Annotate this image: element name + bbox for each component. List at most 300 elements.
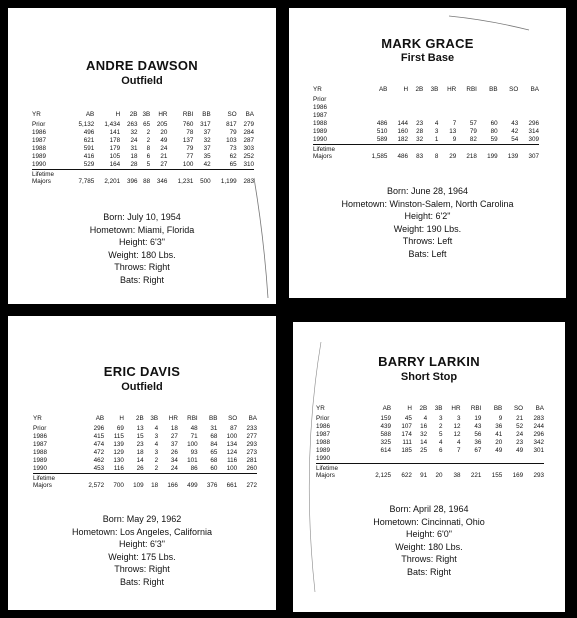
column-header: AB xyxy=(95,415,105,422)
stat-cell xyxy=(356,104,387,112)
stat-cell: 309 xyxy=(528,136,539,144)
stat-cell: 20 xyxy=(495,439,503,447)
stat-cell: 5 xyxy=(438,431,443,439)
column-header: 2B xyxy=(129,111,138,118)
stat-cell: 2 xyxy=(438,423,443,431)
stat-cell: 160 xyxy=(397,128,409,136)
stat-cell: 760 xyxy=(182,121,194,129)
stat-cell: 7 xyxy=(457,447,461,455)
bio-line: Born: July 10, 1954 xyxy=(103,212,181,222)
column-header: AB xyxy=(378,86,388,93)
stat-cell: 2 xyxy=(146,129,151,137)
stat-cell: 100 xyxy=(226,465,238,473)
stat-cell xyxy=(456,96,477,104)
stat-cell: 100 xyxy=(187,441,198,449)
stat-cell xyxy=(412,455,427,464)
bio-line: Throws: Right xyxy=(114,564,170,574)
stats-header-row xyxy=(316,406,544,415)
stat-cell: 293 xyxy=(246,441,257,449)
year-label: 1986 xyxy=(33,433,48,441)
stat-cell: 182 xyxy=(397,136,409,144)
lifetime-row xyxy=(313,145,539,154)
majors-label: Majors xyxy=(316,472,335,480)
lifetime-spacer xyxy=(217,474,237,483)
lifetime-stat: 169 xyxy=(512,472,524,480)
bio-line: Height: 6'0" xyxy=(406,529,452,539)
lifetime-spacer xyxy=(423,145,438,154)
stat-cell: 16 xyxy=(420,423,428,431)
player-position: Outfield xyxy=(121,381,163,393)
stat-cell: 310 xyxy=(243,161,254,169)
stat-cell xyxy=(477,96,498,104)
stat-cell: 43 xyxy=(474,423,482,431)
lifetime-stat: 396 xyxy=(126,178,138,186)
stat-cell: 48 xyxy=(190,425,198,433)
stat-cell: 78 xyxy=(186,129,194,137)
stats-row xyxy=(316,439,544,447)
stat-cell: 3 xyxy=(154,433,159,441)
stat-cell xyxy=(442,455,460,464)
column-header: HR xyxy=(451,405,461,412)
stat-cell: 13 xyxy=(136,425,144,433)
player-name: MARK GRACE xyxy=(381,36,474,51)
year-label: 1986 xyxy=(313,104,328,112)
bio-line: Born: May 29, 1962 xyxy=(102,514,182,524)
stat-cell xyxy=(408,112,423,120)
bio-line: Born: April 28, 1964 xyxy=(389,504,469,514)
stats-table xyxy=(33,416,257,491)
year-label: 1988 xyxy=(32,145,47,153)
lifetime-row xyxy=(316,464,544,473)
stat-cell: 32 xyxy=(203,137,211,145)
stat-cell: 178 xyxy=(109,137,121,145)
stat-cell: 317 xyxy=(200,121,211,129)
stat-cell xyxy=(356,112,387,120)
stat-cell: 116 xyxy=(227,457,238,465)
bio-line: Throws: Left xyxy=(402,236,453,246)
stat-cell: 174 xyxy=(401,431,412,439)
stat-cell: 35 xyxy=(203,153,211,161)
stat-cell xyxy=(523,455,544,464)
lifetime-row xyxy=(33,474,257,483)
stat-cell: 164 xyxy=(109,161,121,169)
majors-row xyxy=(32,179,254,187)
stat-cell: 284 xyxy=(243,129,254,137)
stat-cell: 100 xyxy=(182,161,194,169)
stat-cell: 77 xyxy=(186,153,194,161)
lifetime-spacer xyxy=(502,464,523,473)
stats-row xyxy=(33,441,257,449)
year-label: 1988 xyxy=(313,120,328,128)
bio-line: Weight: 190 Lbs. xyxy=(393,223,462,234)
year-label: 1987 xyxy=(32,137,47,145)
year-label: 1988 xyxy=(33,449,48,457)
lifetime-stat: 155 xyxy=(491,472,503,480)
player-name: ANDRE DAWSON xyxy=(86,58,198,73)
year-label: 1989 xyxy=(313,128,328,136)
stats-row xyxy=(313,128,539,136)
stat-cell: 296 xyxy=(533,431,544,439)
lifetime-spacer xyxy=(104,474,124,483)
stat-cell: 591 xyxy=(83,145,95,153)
stat-cell: 8 xyxy=(146,145,151,153)
stat-cell: 32 xyxy=(130,129,138,137)
lifetime-spacer xyxy=(498,145,519,154)
stats-table xyxy=(32,112,254,187)
stat-cell: 4 xyxy=(154,425,159,433)
stat-cell: 7 xyxy=(452,120,457,128)
lifetime-spacer xyxy=(158,474,178,483)
stat-cell: 100 xyxy=(226,433,238,441)
stat-cell xyxy=(498,96,519,104)
stats-row xyxy=(316,415,544,423)
stat-cell: 416 xyxy=(83,153,95,161)
stat-cell: 233 xyxy=(246,425,257,433)
stats-row xyxy=(32,121,254,129)
lifetime-spacer xyxy=(461,464,482,473)
stat-cell: 65 xyxy=(143,121,151,129)
stat-cell: 18 xyxy=(136,449,144,457)
stat-cell: 283 xyxy=(533,415,544,423)
stat-cell: 25 xyxy=(420,447,428,455)
bio-line: Weight: 175 Lbs. xyxy=(108,551,176,562)
lifetime-stat: 1,585 xyxy=(371,153,388,161)
stat-cell xyxy=(387,104,408,112)
lifetime-spacer xyxy=(391,464,412,473)
column-header: H xyxy=(115,111,121,118)
column-header: YR xyxy=(313,86,322,93)
column-header: AB xyxy=(382,405,392,412)
year-label: 1989 xyxy=(316,447,331,455)
stat-cell: 9 xyxy=(452,136,457,144)
bio-line: Weight: 180 Lbs. xyxy=(395,541,463,552)
year-label: 1990 xyxy=(32,161,47,169)
stat-cell: 4 xyxy=(154,441,159,449)
stat-cell: 4 xyxy=(434,120,439,128)
majors-row xyxy=(33,483,257,491)
stat-cell: 21 xyxy=(516,415,524,423)
stat-cell: 252 xyxy=(243,153,254,161)
stat-cell xyxy=(438,104,456,112)
stat-cell: 24 xyxy=(516,431,524,439)
stats-row xyxy=(316,423,544,431)
lifetime-stat: 166 xyxy=(167,482,178,490)
stat-cell: 277 xyxy=(246,433,257,441)
stat-cell: 31 xyxy=(130,145,138,153)
player-bio xyxy=(8,513,276,588)
stat-cell: 129 xyxy=(113,449,124,457)
stats-row xyxy=(316,431,544,439)
lifetime-spacer xyxy=(237,474,257,483)
column-header: HR xyxy=(168,415,178,422)
stats-row xyxy=(313,112,539,120)
stat-cell: 2 xyxy=(154,457,159,465)
stat-cell: 817 xyxy=(226,121,237,129)
stat-cell: 115 xyxy=(113,433,124,441)
stat-cell: 42 xyxy=(511,128,519,136)
year-label: 1990 xyxy=(316,455,331,463)
column-header: BB xyxy=(493,405,503,412)
stat-cell: 281 xyxy=(246,457,257,465)
stat-cell: 179 xyxy=(109,145,121,153)
year-label: 1986 xyxy=(316,423,331,431)
stat-cell: 260 xyxy=(246,465,257,473)
stats-row xyxy=(313,136,539,145)
stat-cell: 27 xyxy=(170,433,178,441)
stat-cell: 31 xyxy=(210,425,218,433)
lifetime-stat: 307 xyxy=(528,153,539,161)
stat-cell: 325 xyxy=(380,439,392,447)
year-label: 1987 xyxy=(33,441,48,449)
stat-cell: 9 xyxy=(498,415,503,423)
stat-cell: 37 xyxy=(203,145,211,153)
stats-header-row xyxy=(32,112,254,121)
stat-cell: 43 xyxy=(511,120,519,128)
bio-line: Hometown: Los Angeles, California xyxy=(71,526,213,537)
bio-line: Throws: Right xyxy=(114,262,170,272)
stat-cell: 18 xyxy=(130,153,138,161)
stats-header-row xyxy=(33,416,257,425)
stat-cell: 26 xyxy=(136,465,144,473)
stat-cell: 2 xyxy=(154,465,159,473)
column-header: RBI xyxy=(466,86,477,93)
lifetime-spacer xyxy=(137,170,150,179)
card-edge-arc xyxy=(289,8,566,38)
stat-cell: 6 xyxy=(146,153,151,161)
column-header: HR xyxy=(158,111,168,118)
lifetime-stat: 500 xyxy=(200,178,211,186)
stats-row xyxy=(32,137,254,145)
lifetime-stat: 18 xyxy=(151,482,159,490)
stat-cell: 37 xyxy=(170,441,178,449)
stat-cell: 3 xyxy=(438,415,443,423)
stat-cell: 139 xyxy=(113,441,124,449)
stat-cell: 301 xyxy=(533,447,544,455)
stat-cell: 20 xyxy=(160,129,168,137)
stat-cell: 510 xyxy=(376,128,388,136)
lifetime-stat: 218 xyxy=(466,153,477,161)
lifetime-stat: 1,199 xyxy=(220,178,237,186)
lifetime-spacer xyxy=(427,464,442,473)
stat-cell xyxy=(360,455,391,464)
majors-label: Majors xyxy=(313,153,332,161)
stat-cell: 54 xyxy=(511,136,519,144)
stats-row xyxy=(313,120,539,128)
stat-cell: 24 xyxy=(130,137,138,145)
column-header: 2B xyxy=(415,86,424,93)
card-andre-dawson xyxy=(8,8,276,304)
stat-cell: 79 xyxy=(186,145,194,153)
stat-cell: 24 xyxy=(170,465,178,473)
stat-cell: 62 xyxy=(229,153,237,161)
lifetime-stat: 83 xyxy=(416,153,424,161)
stat-cell: 472 xyxy=(93,449,105,457)
lifetime-spacer xyxy=(412,464,427,473)
stat-cell: 3 xyxy=(434,128,439,136)
column-header: BA xyxy=(248,415,257,422)
bio-line: Throws: Right xyxy=(401,554,457,564)
bio-line: Weight: 180 Lbs. xyxy=(108,249,176,260)
column-header: 2B xyxy=(135,415,144,422)
lifetime-spacer xyxy=(74,474,104,483)
stat-cell: 116 xyxy=(113,465,124,473)
lifetime-spacer xyxy=(518,145,539,154)
stat-cell: 36 xyxy=(474,439,482,447)
lifetime-stat: 661 xyxy=(226,482,238,490)
stat-cell xyxy=(387,112,408,120)
column-header: HR xyxy=(447,86,457,93)
player-position: Short Stop xyxy=(400,371,458,383)
lifetime-stat: 8 xyxy=(434,153,439,161)
stat-cell: 474 xyxy=(93,441,105,449)
player-position: Outfield xyxy=(121,75,163,87)
year-label: Prior xyxy=(313,96,327,104)
stats-row xyxy=(32,153,254,161)
stat-cell: 6 xyxy=(438,447,443,455)
stat-cell: 107 xyxy=(401,423,412,431)
stat-cell: 24 xyxy=(160,145,168,153)
stat-cell: 137 xyxy=(182,137,194,145)
stat-cell: 5,132 xyxy=(78,121,95,129)
column-header: AB xyxy=(85,111,95,118)
stat-cell: 18 xyxy=(170,425,178,433)
stat-cell: 279 xyxy=(243,121,254,129)
stat-cell: 273 xyxy=(246,449,257,457)
stat-cell xyxy=(498,104,519,112)
lifetime-stat: 139 xyxy=(507,153,519,161)
year-label: 1990 xyxy=(313,136,328,144)
year-label: 1990 xyxy=(33,465,48,473)
stat-cell: 12 xyxy=(453,423,461,431)
column-header: BA xyxy=(530,86,539,93)
stat-cell: 32 xyxy=(420,431,428,439)
stat-cell: 296 xyxy=(528,120,539,128)
majors-row xyxy=(316,473,544,481)
column-header: RBI xyxy=(182,111,194,118)
stat-cell: 529 xyxy=(83,161,95,169)
lifetime-stat: 622 xyxy=(401,472,412,480)
column-header: H xyxy=(403,86,409,93)
lifetime-spacer xyxy=(144,474,158,483)
column-header: BB xyxy=(209,415,218,422)
stat-cell: 314 xyxy=(528,128,539,136)
stat-cell: 68 xyxy=(210,457,218,465)
stat-cell: 14 xyxy=(136,457,144,465)
column-header: H xyxy=(407,405,412,412)
stat-cell: 159 xyxy=(380,415,392,423)
lifetime-stat: 2,201 xyxy=(104,178,121,186)
stat-cell: 244 xyxy=(533,423,544,431)
stat-cell: 621 xyxy=(83,137,95,145)
stat-cell: 23 xyxy=(516,439,524,447)
stat-cell xyxy=(518,104,539,112)
stat-cell xyxy=(438,96,456,104)
bio-line: Bats: Right xyxy=(119,274,165,285)
stat-cell xyxy=(387,96,408,104)
player-name: ERIC DAVIS xyxy=(103,364,181,379)
column-header: 3B xyxy=(150,415,159,422)
stat-cell: 52 xyxy=(516,423,524,431)
column-header: RBI xyxy=(470,405,482,412)
stats-row xyxy=(33,449,257,457)
stats-row xyxy=(33,457,257,465)
stat-cell: 614 xyxy=(380,447,392,455)
lifetime-stat: 499 xyxy=(187,482,198,490)
stats-row xyxy=(32,161,254,170)
column-header: 3B xyxy=(430,86,439,93)
lifetime-stat: 109 xyxy=(133,482,144,490)
lifetime-stat: 283 xyxy=(243,178,254,186)
lifetime-stat: 221 xyxy=(470,472,482,480)
lifetime-spacer xyxy=(124,474,144,483)
stat-cell xyxy=(518,112,539,120)
stat-cell: 462 xyxy=(93,457,105,465)
lifetime-stat: 2,125 xyxy=(375,472,392,480)
stat-cell: 141 xyxy=(109,129,121,137)
column-header: SO xyxy=(509,86,519,93)
stat-cell: 41 xyxy=(495,431,503,439)
lifetime-stat: 20 xyxy=(435,472,443,480)
column-header: YR xyxy=(33,415,42,422)
stat-cell xyxy=(391,455,412,464)
stat-cell: 23 xyxy=(416,120,424,128)
card-mark-grace xyxy=(289,8,566,298)
stats-row xyxy=(316,455,544,464)
stat-cell: 15 xyxy=(136,433,144,441)
stat-cell xyxy=(423,96,438,104)
stat-cell: 589 xyxy=(376,136,388,144)
year-label: 1987 xyxy=(313,112,328,120)
stat-cell: 34 xyxy=(170,457,178,465)
lifetime-spacer xyxy=(456,145,477,154)
stat-cell xyxy=(356,96,387,104)
column-header: SO xyxy=(227,111,237,118)
lifetime-spacer xyxy=(68,170,94,179)
lifetime-label: Lifetime xyxy=(313,145,356,154)
stat-cell: 59 xyxy=(490,136,498,144)
lifetime-spacer xyxy=(408,145,423,154)
lifetime-stat: 91 xyxy=(420,472,428,480)
lifetime-stat: 272 xyxy=(246,482,257,490)
stat-cell: 12 xyxy=(453,431,461,439)
stat-cell: 134 xyxy=(226,441,238,449)
bio-line: Bats: Left xyxy=(408,248,447,259)
stat-cell: 93 xyxy=(190,449,198,457)
stat-cell xyxy=(518,96,539,104)
player-bio xyxy=(289,185,566,260)
stat-cell: 45 xyxy=(404,415,412,423)
stat-cell xyxy=(408,104,423,112)
year-label: Prior xyxy=(316,415,330,423)
stat-cell: 588 xyxy=(380,431,392,439)
stat-cell: 49 xyxy=(516,447,524,455)
stats-header-row xyxy=(313,87,539,96)
stat-cell xyxy=(456,104,477,112)
card-eric-davis xyxy=(8,316,276,610)
stat-cell: 439 xyxy=(380,423,392,431)
stat-cell: 79 xyxy=(229,129,237,137)
stat-cell: 69 xyxy=(116,425,124,433)
column-header: BA xyxy=(535,405,544,412)
lifetime-spacer xyxy=(442,464,460,473)
stat-cell: 185 xyxy=(401,447,412,455)
stat-cell: 14 xyxy=(420,439,428,447)
stat-cell: 1 xyxy=(434,136,439,144)
card-barry-larkin xyxy=(293,322,565,612)
lifetime-stat: 1,231 xyxy=(177,178,194,186)
lifetime-row xyxy=(32,170,254,179)
majors-label: Majors xyxy=(33,482,52,490)
